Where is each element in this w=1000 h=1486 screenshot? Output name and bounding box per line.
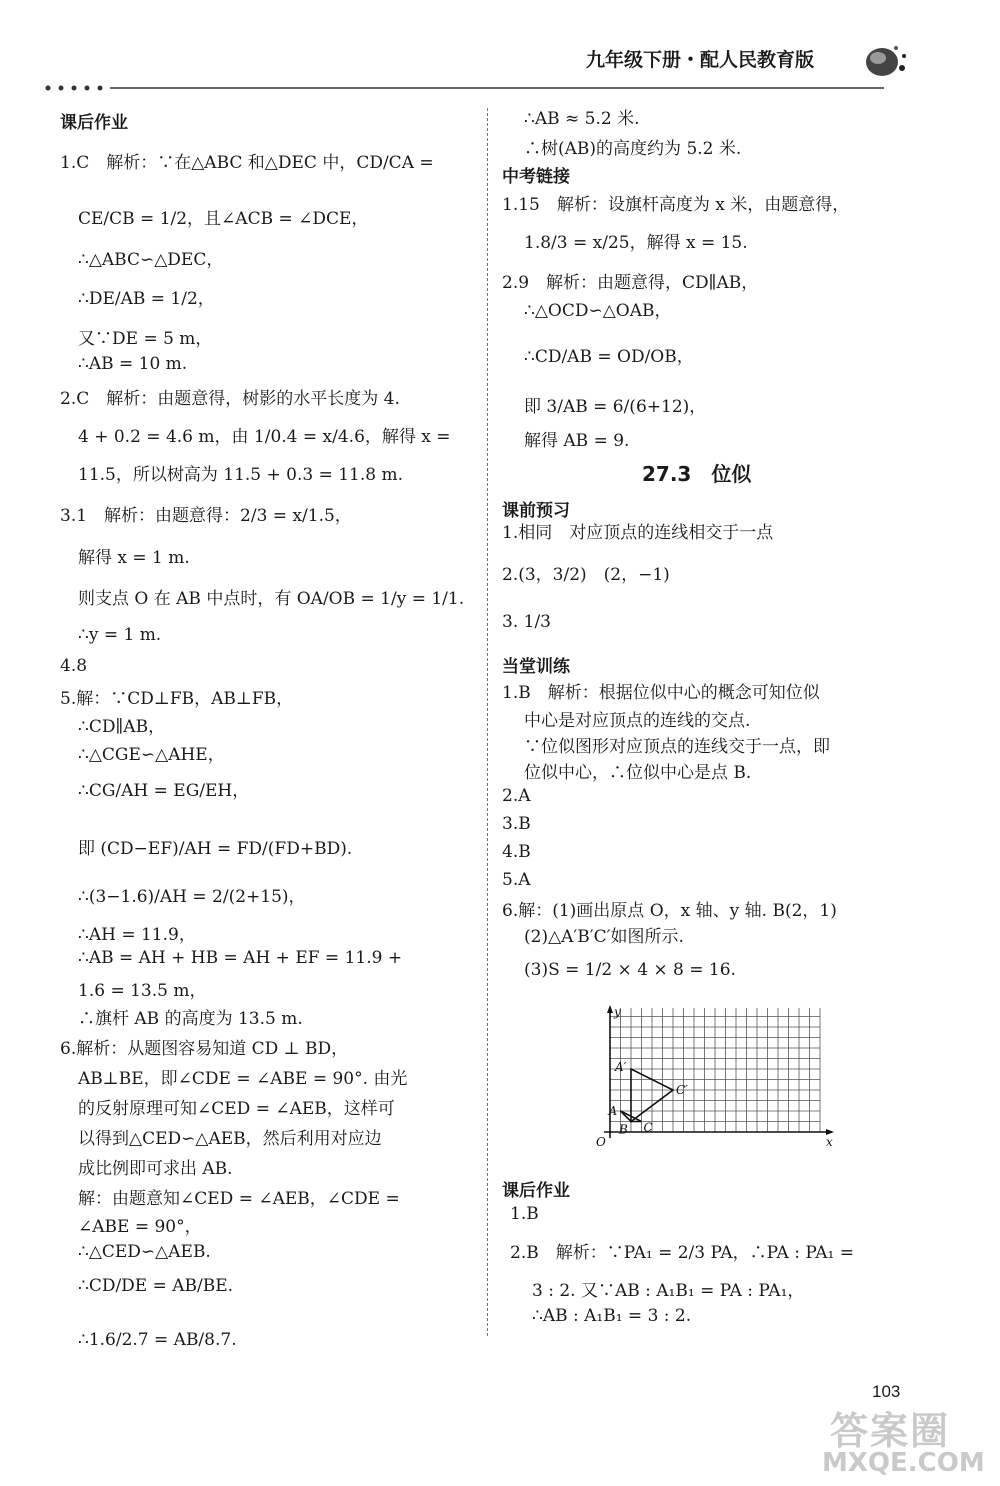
answer-line: CE/CB = 1/2，且∠ACB = ∠DCE， (78, 209, 369, 229)
answer-line: 1.C 解析：∵在△ABC 和△DEC 中，CD/CA = (60, 153, 434, 173)
point-label-b: B (619, 1122, 628, 1137)
answer-line: 2.A (502, 786, 531, 806)
answer-line: ∠ABE = 90°， (78, 1217, 202, 1237)
column-divider (487, 108, 488, 1336)
answer-line: 的反射原理可知∠CED = ∠AEB，这样可 (78, 1099, 395, 1119)
point-label-c: C (643, 1120, 653, 1135)
answer-line: 6.解：(1)画出原点 O，x 轴、y 轴. B(2，1) (502, 901, 837, 921)
answer-line: 1.相同 对应顶点的连线相交于一点 (502, 523, 774, 543)
section-heading: 当堂训练 (502, 657, 570, 677)
answer-line: ∴树(AB)的高度约为 5.2 米. (524, 139, 742, 159)
answer-line: 1.8/3 = x/25，解得 x = 15. (524, 233, 748, 253)
answer-line: 2.B 解析：∵PA₁ = 2/3 PA，∴PA : PA₁ = (510, 1243, 854, 1263)
point-label-a: A (608, 1104, 618, 1118)
answer-line: 3 : 2. 又∵AB : A₁B₁ = PA : PA₁， (532, 1281, 805, 1301)
origin-label: O (596, 1135, 606, 1149)
answer-line: 解：由题意知∠CED = ∠AEB，∠CDE = (78, 1189, 400, 1209)
answer-line: (2)△A′B′C′如图所示. (524, 927, 684, 947)
answer-line: 成比例即可求出 AB. (78, 1159, 233, 1179)
answer-line: 11.5，所以树高为 11.5 + 0.3 = 11.8 m. (78, 465, 404, 485)
answer-line: 解得 x = 1 m. (78, 548, 190, 568)
homothety-figure (592, 1004, 833, 1149)
answer-line: ∴△OCD∽△OAB， (524, 301, 672, 321)
answer-line: 6.解析：从题图容易知道 CD ⊥ BD， (60, 1039, 349, 1059)
y-axis-label: y (614, 1005, 621, 1019)
answer-line: 1.B (510, 1204, 539, 1224)
watermark-url: MXQE.COM (822, 1448, 985, 1478)
section-heading: 课后作业 (502, 1181, 570, 1201)
answer-line: 1.6 = 13.5 m， (78, 981, 207, 1001)
answer-line: 3. 1/3 (502, 612, 551, 632)
header-dot-rule (44, 78, 884, 88)
answer-line: ∴CD/AB = OD/OB， (524, 347, 694, 367)
answer-line: ∴CD∥AB， (78, 717, 166, 737)
answer-line: ∴△CED∽△AEB. (78, 1242, 211, 1262)
answer-line: 2.(3，3/2) (2，−1) (502, 565, 670, 585)
x-axis-label: x (826, 1135, 833, 1149)
answer-line: 3.B (502, 814, 531, 834)
figure-svg (592, 1004, 833, 1149)
answer-line: 3.1 解析：由题意得：2/3 = x/1.5， (60, 506, 352, 526)
answer-line: 又∵DE = 5 m， (78, 329, 213, 349)
section-title: 27.3 位似 (642, 462, 752, 486)
answer-line: 4 + 0.2 = 4.6 m，由 1/0.4 = x/4.6，解得 x = (78, 427, 451, 447)
answer-line: ∴y = 1 m. (78, 625, 162, 645)
answer-line: 即 3/AB = 6/(6+12)， (524, 397, 707, 417)
answer-line: ∴DE/AB = 1/2， (78, 289, 215, 309)
answer-line: ∴1.6/2.7 = AB/8.7. (78, 1330, 237, 1350)
section-heading: 课前预习 (502, 501, 570, 521)
answer-line: 则支点 O 在 AB 中点时，有 OA/OB = 1/y = 1/1. (78, 589, 465, 609)
section-heading: 课后作业 (60, 113, 128, 133)
answer-line: 5.解：∵CD⊥FB，AB⊥FB， (60, 689, 294, 709)
y-axis-arrow (607, 1005, 613, 1013)
answer-line: 位似中心，∴位似中心是点 B. (524, 763, 752, 783)
watermark-logo: 答案圈 (830, 1409, 951, 1453)
answer-line: ∴(3−1.6)/AH = 2/(2+15)， (78, 887, 306, 907)
answer-line: ∴CG/AH = EG/EH， (78, 781, 250, 801)
answer-line: 中心是对应顶点的连线的交点. (524, 711, 751, 731)
section-heading: 中考链接 (502, 167, 570, 187)
answer-line: 即 (CD−EF)/AH = FD/(FD+BD). (78, 839, 353, 859)
answer-line: (3)S = 1/2 × 4 × 8 = 16. (524, 960, 736, 980)
answer-line: ∴AH = 11.9， (78, 925, 196, 945)
answer-line: 2.C 解析：由题意得，树影的水平长度为 4. (60, 389, 400, 409)
page-number: 103 (872, 1382, 901, 1401)
answer-line: ∴△ABC∽△DEC， (78, 250, 224, 270)
answer-line: ∴AB ≈ 5.2 米. (524, 109, 640, 129)
answer-line: 5.A (502, 870, 531, 890)
answer-line: 以得到△CED∽△AEB，然后利用对应边 (78, 1129, 382, 1149)
header-ornament-icon (858, 40, 910, 80)
header-rule-svg (44, 83, 884, 93)
answer-line: ∴旗杆 AB 的高度为 13.5 m. (78, 1009, 303, 1029)
answer-line: ∴AB = 10 m. (78, 354, 188, 374)
header-title: 九年级下册・配人民教育版 (586, 49, 815, 71)
answer-line: 4.8 (60, 656, 88, 676)
answer-line: ∴△CGE∽△AHE， (78, 745, 225, 765)
answer-line: AB⊥BE，即∠CDE = ∠ABE = 90°. 由光 (78, 1069, 408, 1089)
answer-line: 4.B (502, 842, 531, 862)
answer-line: ∴CD/DE = AB/BE. (78, 1276, 234, 1296)
answer-line: ∴AB : A₁B₁ = 3 : 2. (532, 1306, 692, 1326)
answer-line: ∴AB = AH + HB = AH + EF = 11.9 + (78, 948, 403, 968)
answer-line: 2.9 解析：由题意得，CD∥AB， (502, 273, 759, 293)
answer-line: 1.B 解析：根据位似中心的概念可知位似 (502, 683, 820, 703)
answer-line: ∵位似图形对应顶点的连线交于一点，即 (524, 737, 830, 757)
point-label-a-prime: A′ (615, 1060, 627, 1074)
answer-line: 解得 AB = 9. (524, 431, 630, 451)
point-label-c-prime: C′ (676, 1083, 688, 1097)
answer-line: 1.15 解析：设旗杆高度为 x 米，由题意得， (502, 195, 850, 215)
